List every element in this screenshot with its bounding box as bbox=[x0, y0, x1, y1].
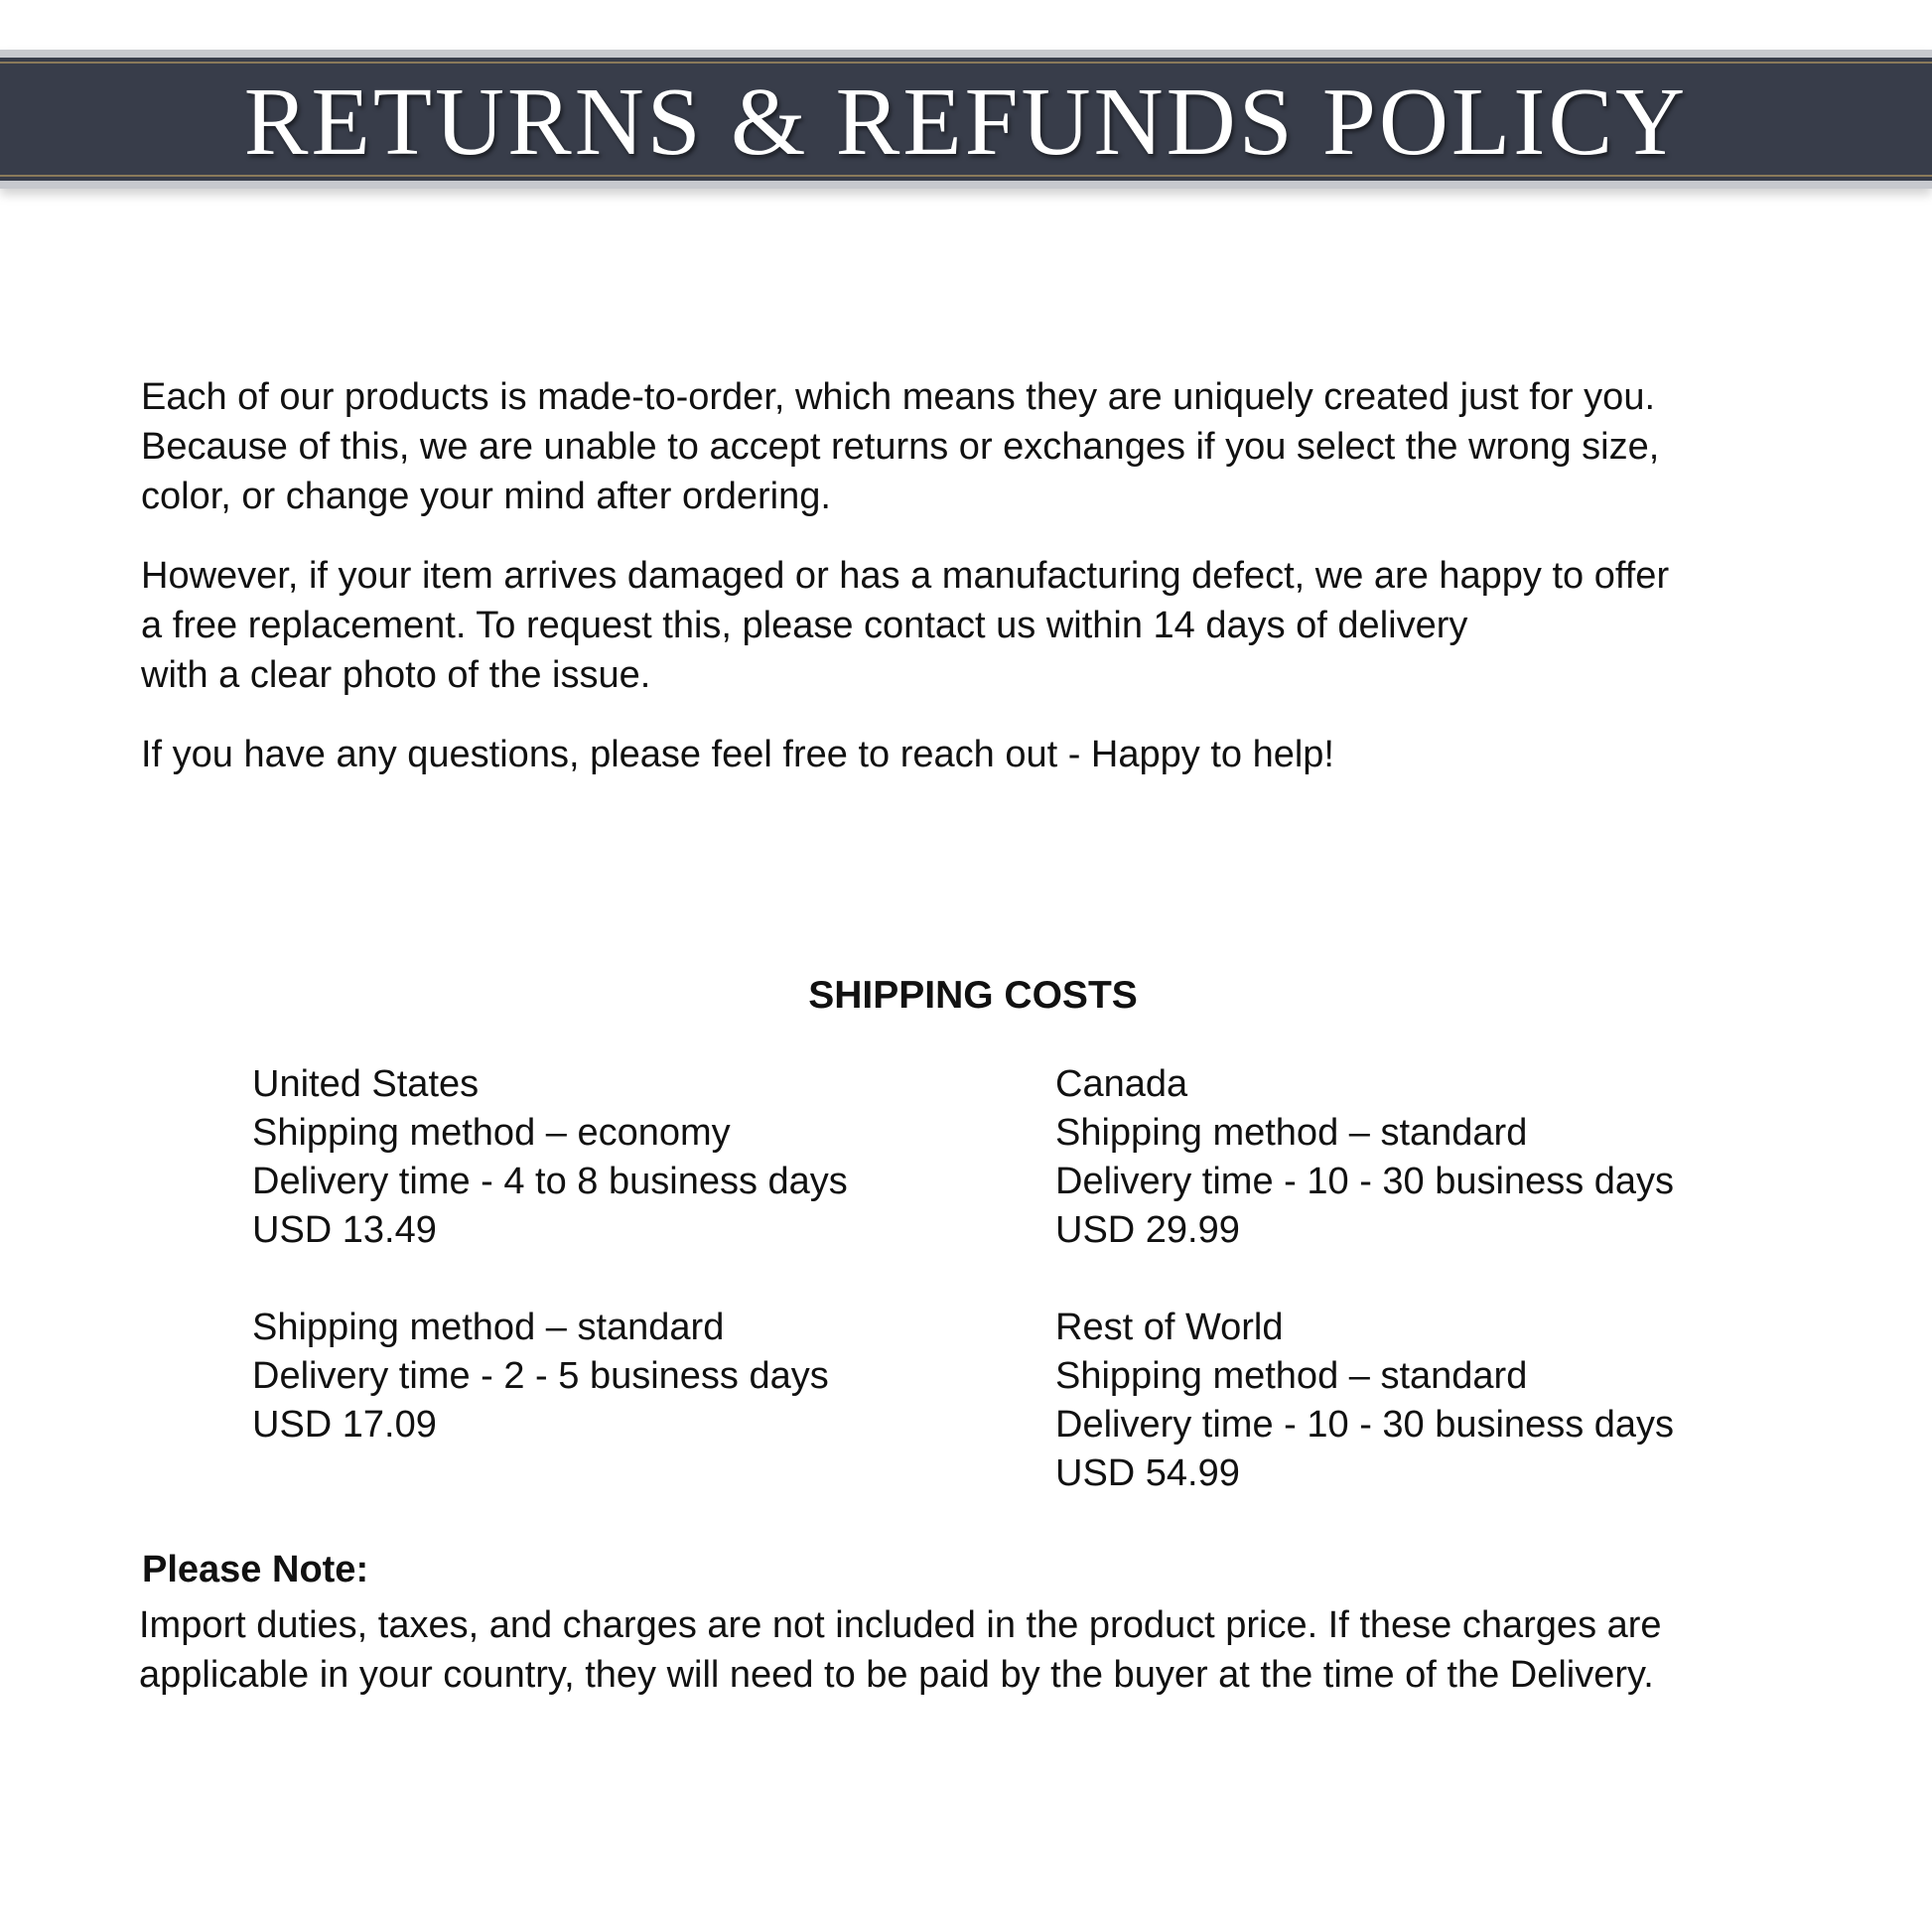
page-title: RETURNS & REFUNDS POLICY bbox=[243, 68, 1689, 175]
header-banner bbox=[0, 50, 1932, 189]
shipping-costs-heading: SHIPPING COSTS bbox=[808, 974, 1138, 1017]
intro-paragraph-questions: If you have any questions, please feel free to reach out - Happy to help! bbox=[141, 734, 1334, 775]
intro-paragraph-made-to-order: Each of our products is made-to-order, which means they are uniquely created just for you. Because of this, we are unable to accept returns or exchanges if you select the wrong size, color, or change your mind after ordering. bbox=[141, 376, 1660, 517]
shipping-region: United States bbox=[252, 1063, 480, 1105]
shipping-region: Canada bbox=[1055, 1063, 1188, 1105]
delivery-time: Delivery time - 2 - 5 business days bbox=[252, 1355, 829, 1397]
shipping-column-right bbox=[1055, 1060, 1674, 1547]
shipping-block-canada bbox=[1055, 1060, 1674, 1255]
shipping-region: Rest of World bbox=[1055, 1307, 1284, 1348]
delivery-time: Delivery time - 10 - 30 business days bbox=[1055, 1161, 1675, 1202]
note-heading: Please Note: bbox=[142, 1549, 369, 1590]
delivery-time: Delivery time - 10 - 30 business days bbox=[1055, 1404, 1675, 1446]
shipping-block-rest-of-world bbox=[1055, 1304, 1674, 1498]
delivery-time: Delivery time - 4 to 8 business days bbox=[252, 1161, 848, 1202]
note-body: Import duties, taxes, and charges are not included in the product price. If these charges are applicable in your country, they will need to be paid by the buyer at the time of the Delivery. bbox=[139, 1604, 1662, 1696]
shipping-method: Shipping method – standard bbox=[252, 1307, 725, 1348]
shipping-method: Shipping method – standard bbox=[1055, 1355, 1528, 1397]
shipping-block-us-economy bbox=[252, 1060, 848, 1255]
shipping-price: USD 29.99 bbox=[1055, 1209, 1240, 1251]
shipping-price: USD 54.99 bbox=[1055, 1452, 1240, 1494]
shipping-price: USD 13.49 bbox=[252, 1209, 437, 1251]
intro-paragraph-damaged-items: However, if your item arrives damaged or has a manufacturing defect, we are happy to offer a free replacement. To request this, please contact us within 14 days of delivery with a clear photo of the issue. bbox=[141, 555, 1670, 696]
policy-intro bbox=[141, 372, 1829, 809]
shipping-method: Shipping method – standard bbox=[1055, 1112, 1528, 1154]
shipping-price: USD 17.09 bbox=[252, 1404, 437, 1446]
shipping-column-left bbox=[252, 1060, 848, 1498]
shipping-block-us-standard bbox=[252, 1304, 848, 1449]
shipping-method: Shipping method – economy bbox=[252, 1112, 731, 1154]
